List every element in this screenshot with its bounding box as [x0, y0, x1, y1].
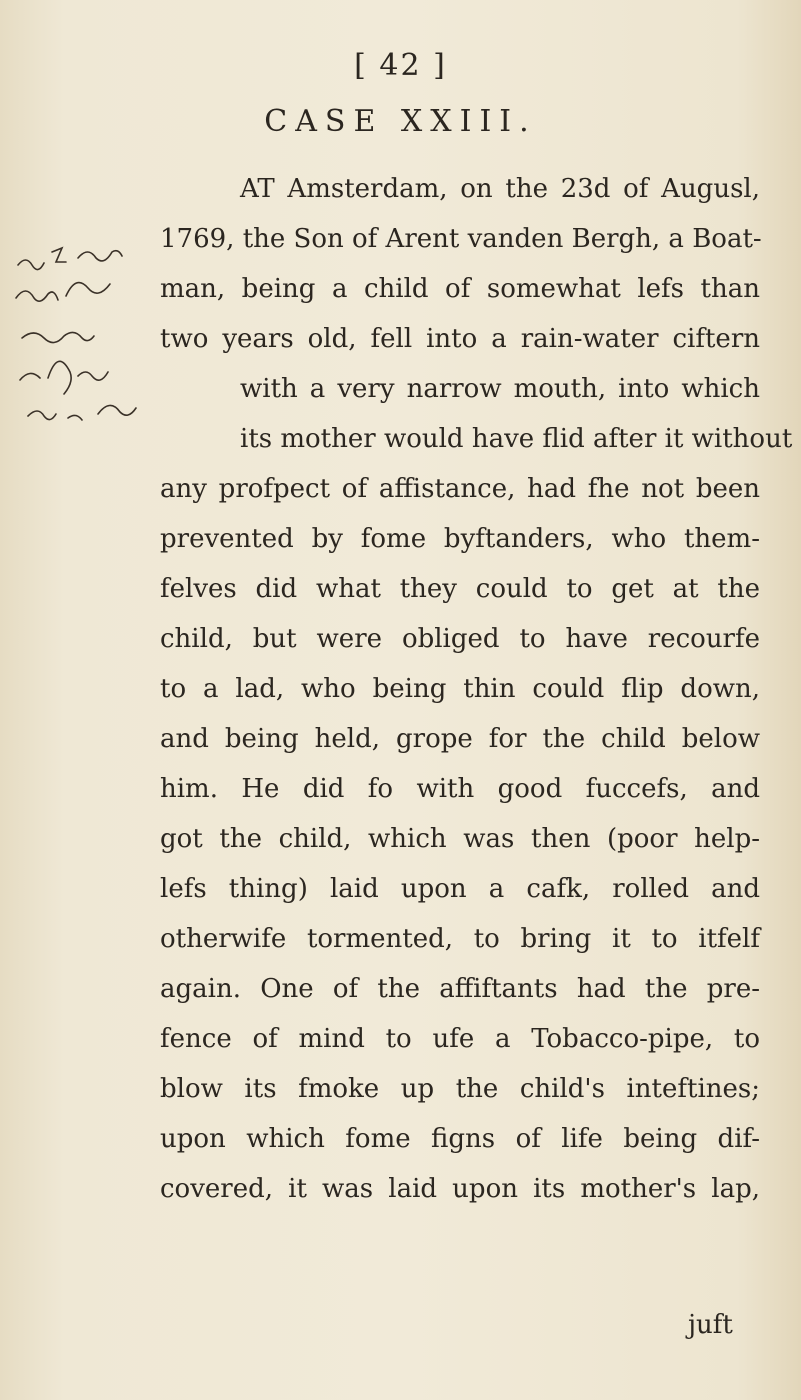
text-line: felves did what they could to get at the [160, 574, 760, 604]
text-line: upon which fome figns of life being dif- [160, 1124, 760, 1154]
text-line: fence of mind to ufe a Tobacco-pipe, to [160, 1024, 760, 1054]
text-line: to a lad, who being thin could flip down, [160, 674, 760, 704]
text-line: with a very narrow mouth, into which [240, 374, 760, 404]
body-text [160, 164, 793, 1214]
text-line: 1769, the Son of Arent vanden Bergh, a Boat- [160, 224, 762, 254]
text-line: AT Amsterdam, on the 23d of Augusl, [240, 174, 760, 204]
text-line: blow its fmoke up the child's inteftines; [160, 1074, 760, 1104]
text-line: man, being a child of somewhat lefs than [160, 274, 760, 304]
text-line: him. He did fo with good fuccefs, and [160, 774, 760, 804]
text-line: lefs thing) laid upon a cafk, rolled and [160, 874, 760, 904]
catchword: juft [688, 1310, 733, 1340]
page-number: [ 42 ] [354, 48, 447, 83]
text-line: child, but were obliged to have recourfe [160, 624, 760, 654]
text-line: its mother would have flid after it without [240, 424, 793, 454]
text-line: two years old, fell into a rain-water ciftern [160, 324, 760, 354]
handwritten-margin-note [8, 210, 178, 460]
handwriting-scribble [8, 210, 178, 460]
text-line: otherwife tormented, to bring it to itfelf [160, 924, 760, 954]
text-line: any profpect of affistance, had fhe not been [160, 474, 760, 504]
case-title: CASE XXIII. [264, 104, 537, 139]
text-line: and being held, grope for the child below [160, 724, 760, 754]
text-line: covered, it was laid upon its mother's lap, [160, 1174, 760, 1204]
text-line: again. One of the affiftants had the pre- [160, 974, 760, 1004]
text-line: prevented by fome byftanders, who them- [160, 524, 760, 554]
text-line: got the child, which was then (poor help- [160, 824, 760, 854]
